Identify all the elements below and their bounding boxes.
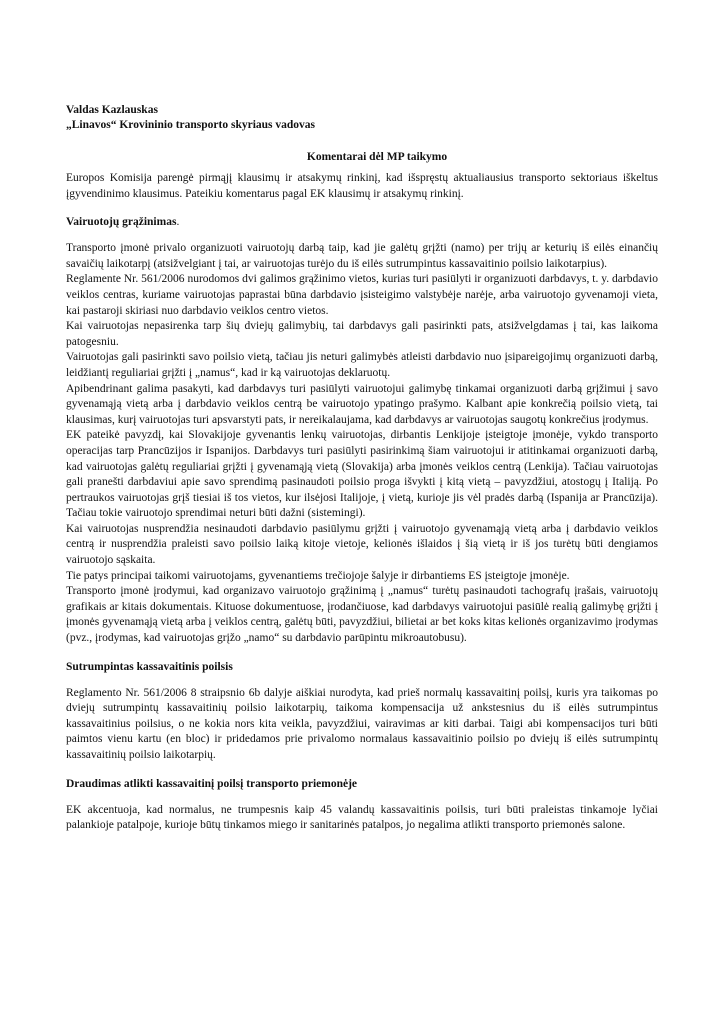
paragraph: Reglamento Nr. 561/2006 8 straipsnio 6b dalyje aiškiai nurodyta, kad prieš normalų kassavaitinį poilsį, kuris yra taikomas po dviejų sutrumpintų kassavaitinių poilsio laikotarpių, taikoma kompensacija už ankstesnius du iš eilės sutrumpintus kassavaitinius poilsius, o ne kokia nors kita veikla, pavyzdžiui, vairavimas ar kiti darbai. Taigi abi kompensacijos turi būti paimtos vienu kartu (en bloc) ir pridedamos prie privalomo normalaus kassavaitinio poilsio po dviejų iš eilės sutrumpintų kassavaitinių poilsio laikotarpių. [66,686,658,761]
document-title: Komentarai dėl MP taikymo [306,151,448,163]
section-heading-text: Vairuotojų grąžinimas [66,216,177,229]
section-heading [66,661,658,673]
paragraph: Kai vairuotojas nepasirenka tarp šių dviejų galimybių, tai darbdavys gali pasirinkti pats, atsižvelgdamas į tai, kas laikoma patogesniu. [66,320,658,348]
paragraph: Kai vairuotojas nusprendžia nesinaudoti darbdavio pasiūlymu grįžti į vairuotojo gyvenamąją vietą arba į darbdavio veiklos centrą ir nusprendžia praleisti savo poilsio laiką kitoje vietoje, kelionės išlaidos į šią vietą ir iš jos turėtų būti dengiamos vairuotojo sąskaita. [66,522,658,567]
section [66,216,658,646]
intro-paragraph: Europos Komisija parengė pirmąjį klausimų ir atsakymų rinkinį, kad išspręstų aktualiausius transporto sektoriaus iškeltus įgyvendinimo klausimus. Pateikiu komentarus pagal EK klausimų ir atsakymų rinkinį. [66,172,658,200]
paragraph: Tie patys principai taikomi vairuotojams, gyvenantiems trečiojoje šalyje ir dirbantiems ES įsteigtoje įmonėje. [66,569,570,582]
paragraph: EK akcentuoja, kad normalus, ne trumpesnis kaip 45 valandų kassavaitinis poilsis, turi būti praleistas tinkamoje lyčiai palankioje patalpoje, kurioje būtų tinkamos miego ir sanitarinės patalpos, jo negalima atlikti transporto priemonės salone. [66,803,658,832]
section-heading [66,778,658,790]
section [66,778,658,834]
paragraph: Apibendrinant galima pasakyti, kad darbdavys turi pasiūlyti vairuotojui galimybę tinkamai organizuoti darbą grįžimui į savo gyvenamąją vietą arba į darbdavio veiklos centrą be vairuotojo ypatingo prašymo. Kalbant apie konkrečią poilsio vietą, tai klausimas, kurį vairuotojas turi apsvarstyti pats, ir nereikalaujama, kad darbdavys ar vairuotojas saugotų konkrečius įrodymus. [66,382,658,426]
paragraph: Vairuotojas gali pasirinkti savo poilsio vietą, tačiau jis neturi galimybės atleisti darbdavio nuo įsipareigojimų organizuoti darbą, leidžiantį reguliariai grįžti į „namus“, kad ir ką vairuotojas deklaruotų. [66,351,658,379]
section-heading-suffix: . [176,216,180,229]
section-heading-text: Sutrumpintas kassavaitinis poilsis [66,660,233,673]
paragraph: Transporto įmonė įrodymui, kad organizavo vairuotojo grąžinimą į „namus“ turėtų pasinaudoti tachografų įrašais, vairuotojų grafikais ar kitais dokumentais. Kituose dokumentuose, įrodančiuose, kad darbdavys vairuotojui pasiūlė realią galimybę grįžti į įmonės gyvenamąją vietą arba į veiklos centrą, galėtų būti, pavyzdžiui, bilietai ar bet koks kitas kelionės organizavimo įrodymas (pvz., įrodymas, kad vairuotojas grįžo „namo“ su darbdavio parūpintu mikroautobusu). [66,585,658,645]
paragraph: EK pateikė pavyzdį, kai Slovakijoje gyvenantis lenkų vairuotojas, dirbantis Lenkijoje įsteigtoje įmonėje, vykdo transporto operacijas tarp Prancūzijos ir Ispanijos. Darbdavys turi pasiūlyti pasirinkimą šiam vairuotojui ir atitinkamai organizuoti darbą, kad vairuotojas galėtų reguliariai grįžti į gyvenamąją vietą (Slovakija) arba įmonės veiklos centrą (Lenkija). Tačiau vairuotojas gali pranešti darbdaviui apie savo sprendimą pasinaudoti poilsio proga išvykti į kitą vietą – pavyzdžiui, atostogų į Italiją. Po pertraukos vairuotojas grįš tiesiai iš tos vietos, kur ilsėjosi Italijoje, į vietą, kurioje jis vėl pradės darbą (Ispanija ar Prancūzija). Tačiau tokie vairuotojo sprendimai neturi būti dažni (sistemingi). [66,429,658,520]
section-heading [66,216,658,228]
paragraph: Reglamente Nr. 561/2006 nurodomos dvi galimos grąžinimo vietos, kurias turi pasiūlyti ir organizuoti darbdavys, t. y. darbdavio veiklos centras, kuriame vairuotojas paprastai būna darbdavio įsisteigimo valstybėje narėje, arba vairuotojo gyvenamoji vieta, kai pastaroji skiriasi nuo darbdavio veiklos centro vietos. [66,273,658,317]
paragraph: Transporto įmonė privalo organizuoti vairuotojų darbą taip, kad jie galėtų grįžti (namo) per trijų ar keturių iš eilės einančių savaičių laikotarpį (atsižvelgiant į tai, ar vairuotojas turėjo du iš eilės sutrumpintus kassavaitinio poilsio laikotarpius). [66,242,658,270]
section [66,661,658,764]
section-heading-text: Draudimas atlikti kassavaitinį poilsį transporto priemonėje [66,777,358,790]
author-name: Valdas Kazlauskas [66,104,158,116]
author-position: „Linavos“ Krovininio transporto skyriaus vadovas [66,119,316,131]
